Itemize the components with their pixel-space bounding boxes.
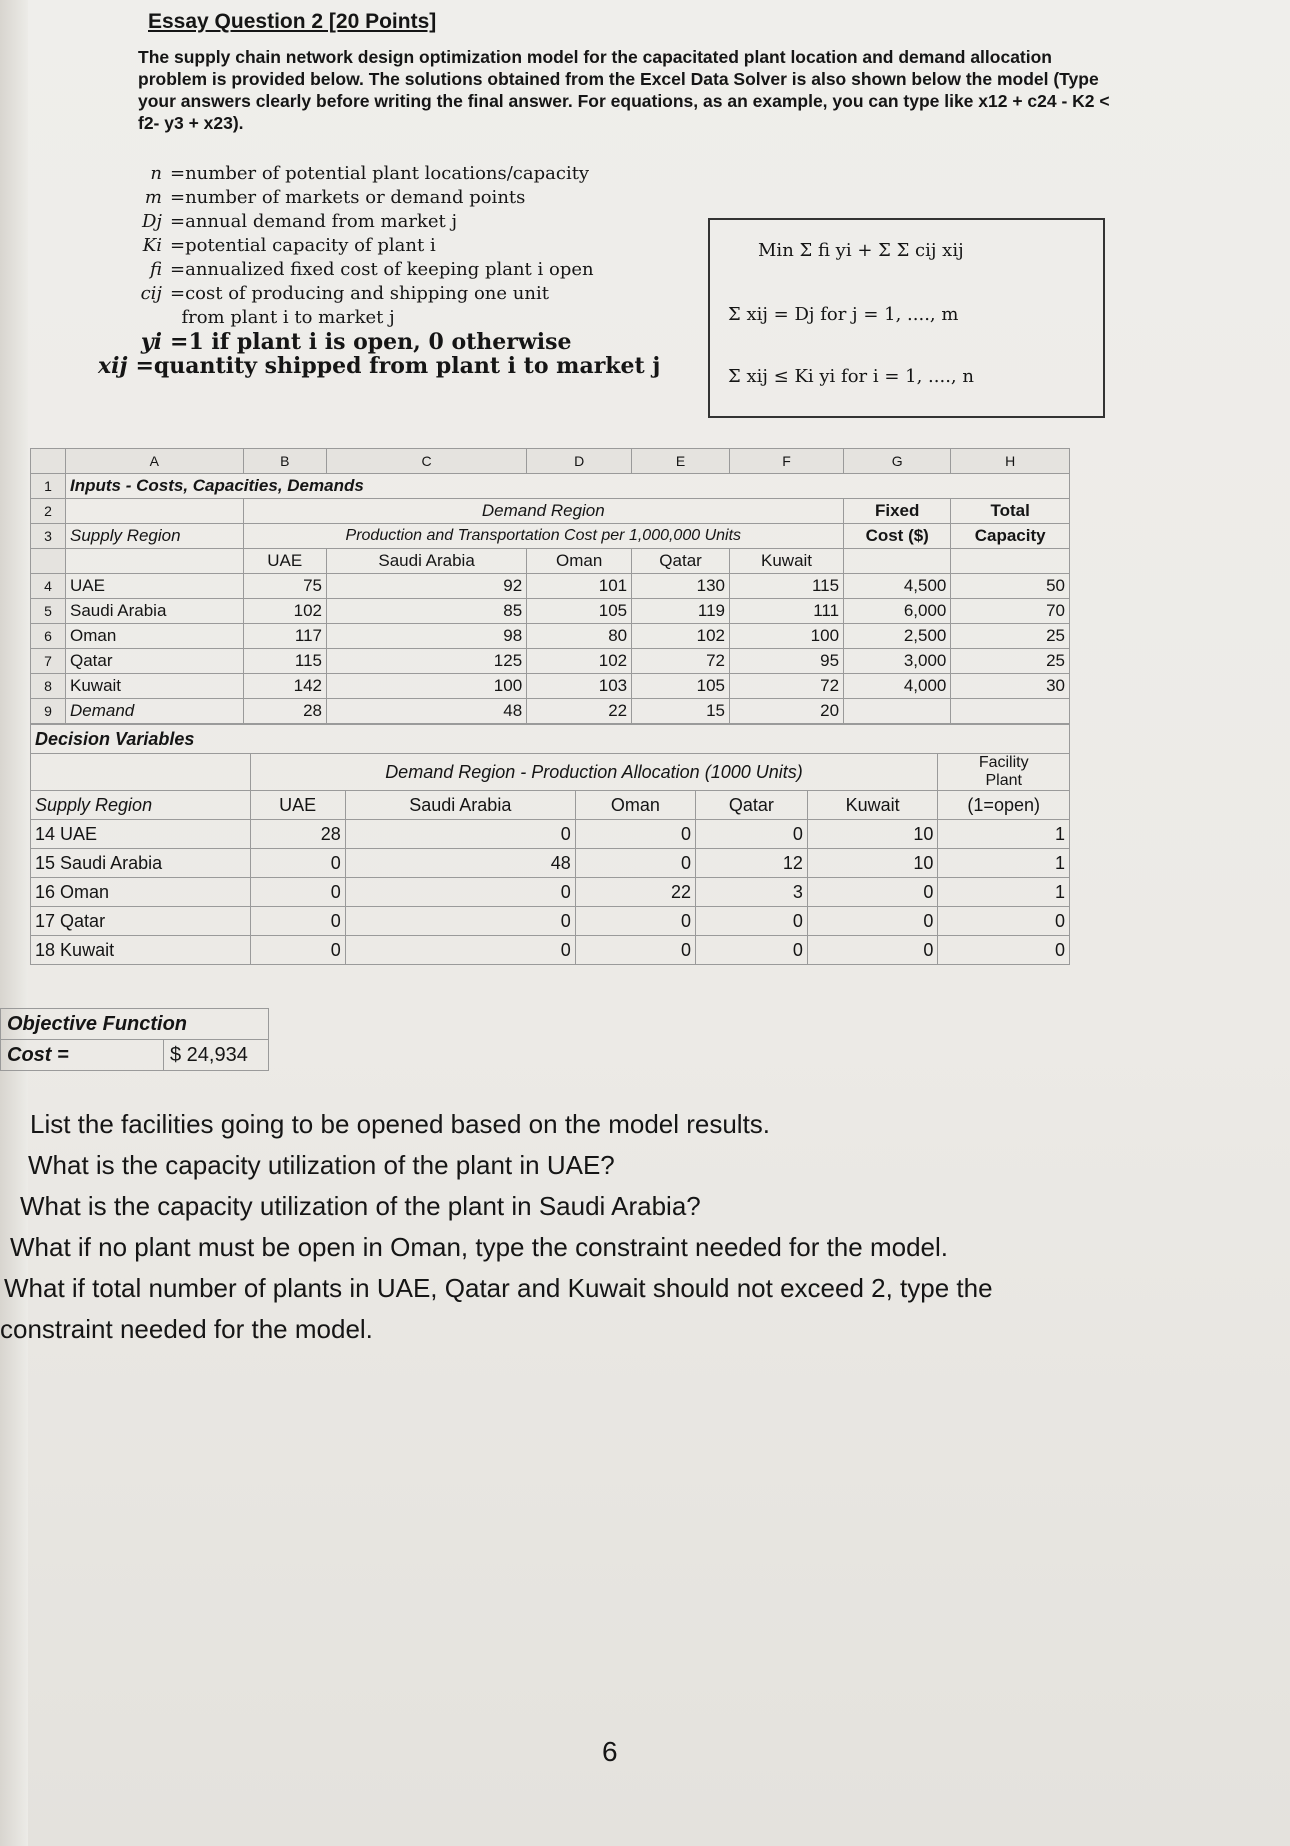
model-formulation-box (708, 218, 1105, 418)
row-label: Kuwait (60, 939, 115, 960)
page-number: 6 (602, 1736, 618, 1767)
fixed-cost-label: Cost ($) (844, 524, 951, 549)
demand-label: Demand (66, 699, 244, 724)
definition-ki: Ki = potential capacity of plant i (142, 235, 436, 256)
definition-fi: fi = annualized fixed cost of keeping plant i open (149, 259, 594, 280)
row-label: UAE (66, 574, 244, 599)
column-header-row (31, 449, 1070, 474)
market-header: Qatar (695, 791, 807, 820)
table-row: 18 Kuwait 0 0 0 0 0 0 (31, 936, 1070, 965)
market-header: Oman (527, 549, 632, 574)
row-label: UAE (60, 823, 98, 844)
row-label: Qatar (66, 649, 244, 674)
question-item: What is the capacity utilization of the plant in Saudi Arabia? (20, 1191, 701, 1221)
col-header-e: E (632, 449, 730, 474)
definition-cij-cont: from plant i to market j (181, 307, 395, 328)
market-header: Kuwait (807, 791, 938, 820)
question-item: What is the capacity utilization of the plant in UAE? (28, 1150, 615, 1180)
question-item: What if total number of plants in UAE, Qatar and Kuwait should not exceed 2, type the (4, 1273, 993, 1303)
objective-function: Min Σ fi yi + Σ Σ cij xij (758, 240, 964, 261)
market-header: Saudi Arabia (327, 549, 527, 574)
table-row: 6 Oman 117 98 80 102 100 2,500 25 (31, 624, 1070, 649)
table-row: 5 Saudi Arabia 102 85 105 119 111 6,000 70 (31, 599, 1070, 624)
open-label: (1=open) (938, 791, 1070, 820)
facility-label: Facility (978, 754, 1029, 771)
questions-list (0, 1104, 1270, 1350)
col-header-b: B (243, 449, 326, 474)
table-row (1, 1040, 269, 1071)
plant-label: Plant (985, 772, 1022, 789)
definition-m: m = number of markets or demand points (144, 187, 526, 208)
col-header-a: A (66, 449, 244, 474)
table-row (31, 791, 1070, 820)
market-header: Qatar (632, 549, 730, 574)
table-row: 14 UAE 28 0 0 0 10 1 (31, 820, 1070, 849)
question-item: What if no plant must be open in Oman, type the constraint needed for the model. (10, 1232, 948, 1262)
table-row: 4 UAE 75 92 101 130 115 4,500 50 (31, 574, 1070, 599)
page-shadow (0, 0, 28, 1846)
decision-title: Decision Variables (31, 725, 1070, 754)
table-row (31, 754, 1070, 791)
col-header-c: C (327, 449, 527, 474)
table-row (31, 549, 1070, 574)
definition-cij: cij = cost of producing and shipping one unit (140, 283, 549, 304)
capacity-constraint: Σ xij ≤ Ki yi for i = 1, ...., n (728, 366, 974, 387)
demand-constraint: Σ xij = Dj for j = 1, ...., m (728, 304, 959, 325)
total-label: Total (951, 499, 1070, 524)
table-row: 17 Qatar 0 0 0 0 0 0 (31, 907, 1070, 936)
demand-region-label: Demand Region (243, 499, 844, 524)
definition-dj: Dj = annual demand from market j (141, 211, 458, 232)
col-header-h: H (951, 449, 1070, 474)
market-header: UAE (243, 549, 326, 574)
question-item: List the facilities going to be opened based on the model results. (30, 1109, 771, 1139)
row-label: Kuwait (66, 674, 244, 699)
row-label: Saudi Arabia (66, 599, 244, 624)
supply-region-label: Supply Region (31, 791, 251, 820)
decision-variables-table (30, 724, 1070, 965)
market-header: Saudi Arabia (345, 791, 575, 820)
question-item: constraint needed for the model. (0, 1314, 373, 1344)
definition-xij: xij = quantity shipped from plant i to market j (98, 353, 661, 379)
cost-label: Cost = (1, 1040, 164, 1071)
cost-value: $ 24,934 (164, 1040, 269, 1071)
question-title: Essay Question 2 [20 Points] (148, 10, 437, 33)
col-header-d: D (527, 449, 632, 474)
capacity-label: Capacity (951, 524, 1070, 549)
supply-region-label: Supply Region (66, 524, 244, 549)
row-label: Saudi Arabia (60, 852, 163, 873)
table-row: 16 Oman 0 0 22 3 0 1 (31, 878, 1070, 907)
table-row: 1 Inputs - Costs, Capacities, Demands (31, 474, 1070, 499)
section-title: Inputs - Costs, Capacities, Demands (66, 474, 1070, 499)
row-label: Oman (66, 624, 244, 649)
row-label: Qatar (60, 910, 106, 931)
col-header-g: G (844, 449, 951, 474)
definition-yi: yi = 1 if plant i is open, 0 otherwise (140, 329, 572, 355)
table-row: 15 Saudi Arabia 0 48 0 12 10 1 (31, 849, 1070, 878)
table-row: 3 Supply Region Production and Transportation Cost per 1,000,000 Units Cost ($) Capacity (31, 524, 1070, 549)
table-row (31, 725, 1070, 754)
fixed-label: Fixed (844, 499, 951, 524)
market-header: UAE (250, 791, 345, 820)
intro-paragraph: The supply chain network design optimization model for the capacitated plant location and demand allocation problem is provided below. The solutions obtained from the Excel Data Solver is also shown below the model (Type your answers clearly before writing the final answer. For equations, as an example, you can type like x12 + c24 - K2 < f2- y3 + x23). (138, 47, 1110, 133)
table-row: 2 Demand Region Fixed Total (31, 499, 1070, 524)
table-row (1, 1009, 269, 1040)
col-header-f: F (729, 449, 843, 474)
objective-table (0, 1008, 269, 1071)
market-header: Kuwait (729, 549, 843, 574)
market-header: Oman (575, 791, 695, 820)
definition-n: n = number of potential plant locations/capacity (150, 163, 590, 184)
table-row: 7 Qatar 115 125 102 72 95 3,000 25 (31, 649, 1070, 674)
alloc-caption: Demand Region - Production Allocation (1000 Units) (250, 754, 938, 791)
table-row: 8 Kuwait 142 100 103 105 72 4,000 30 (31, 674, 1070, 699)
cost-caption: Production and Transportation Cost per 1,000,000 Units (243, 524, 844, 549)
inputs-table (30, 448, 1070, 724)
definitions-list (98, 162, 661, 379)
table-row: 9 Demand 28 48 22 15 20 (31, 699, 1070, 724)
objective-label: Objective Function (1, 1009, 269, 1040)
row-label: Oman (60, 881, 110, 902)
